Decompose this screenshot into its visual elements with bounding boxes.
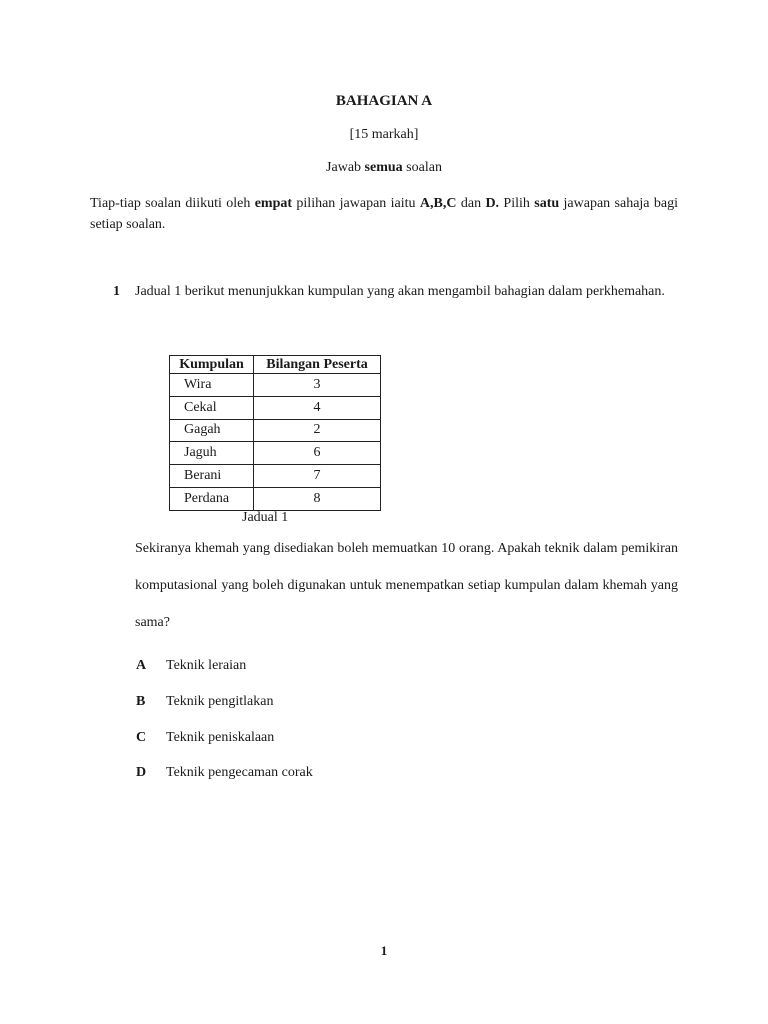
- option-letter: D: [136, 765, 147, 780]
- section-marks: [15 markah]: [349, 127, 419, 142]
- table-row: [170, 396, 381, 419]
- section-instruction: [0, 160, 768, 176]
- table-row: [170, 487, 381, 510]
- page-number: 1: [380, 943, 388, 958]
- option-b[interactable]: [136, 694, 274, 710]
- option-letter: C: [136, 730, 147, 745]
- option-text: Teknik pengecaman corak: [166, 765, 313, 780]
- intro-bold-2: A,B,C: [419, 196, 457, 211]
- option-c[interactable]: [136, 730, 274, 746]
- table-row: [170, 465, 381, 488]
- table-header-row: [170, 356, 381, 374]
- table-cell-group: Jaguh: [170, 442, 254, 465]
- intro-paragraph: [90, 193, 678, 235]
- table-row: [170, 374, 381, 397]
- question-text: Jadual 1 berikut menunjukkan kumpulan yang akan mengambil bahagian dalam perkhemahan.: [135, 284, 665, 299]
- table-header: Kumpulan: [170, 356, 254, 374]
- table-cell-group: Gagah: [170, 419, 254, 442]
- table-row: [170, 419, 381, 442]
- table-cell-group: Perdana: [170, 487, 254, 510]
- intro-text-4: Pilih: [499, 196, 535, 211]
- option-text: Teknik pengitlakan: [166, 694, 274, 709]
- section-heading: BAHAGIAN A: [335, 93, 433, 109]
- table-cell-count: 4: [254, 396, 381, 419]
- table-cell-group: Cekal: [170, 396, 254, 419]
- table-cell-count: 8: [254, 487, 381, 510]
- option-letter: B: [136, 694, 146, 709]
- table-cell-count: 7: [254, 465, 381, 488]
- table-cell-group: Wira: [170, 374, 254, 397]
- option-d[interactable]: [136, 765, 313, 781]
- table-header: Bilangan Peserta: [254, 356, 381, 374]
- table-cell-group: Berani: [170, 465, 254, 488]
- intro-bold-4: satu: [534, 196, 560, 211]
- group-table: [169, 355, 381, 511]
- option-text: Teknik peniskalaan: [166, 730, 275, 745]
- option-text: Teknik leraian: [166, 658, 247, 673]
- intro-bold-3: D.: [485, 196, 500, 211]
- intro-text-2: pilihan jawapan iaitu: [292, 196, 420, 211]
- table-caption: Jadual 1: [242, 510, 289, 525]
- question-stem: Sekiranya khemah yang disediakan boleh memuatkan 10 orang. Apakah teknik dalam pemikiran komputasional yang boleh digunakan untuk menempatkan setiap kumpulan dalam khemah yang sama?: [135, 541, 678, 630]
- intro-text-5: jawapan sahaja bagi setiap soalan.: [90, 196, 678, 232]
- intro-bold-1: empat: [254, 196, 293, 211]
- instruction-post: soalan: [402, 160, 442, 175]
- table-cell-count: 6: [254, 442, 381, 465]
- table-row: [170, 442, 381, 465]
- table-cell-count: 2: [254, 419, 381, 442]
- instruction-bold: semua: [364, 160, 403, 175]
- intro-text-3: dan: [456, 196, 486, 211]
- option-a[interactable]: [136, 658, 246, 674]
- question-number: 1: [113, 284, 120, 299]
- table-cell-count: 3: [254, 374, 381, 397]
- intro-text-1: Tiap-tiap soalan diikuti oleh: [90, 196, 255, 211]
- instruction-pre: Jawab: [326, 160, 365, 175]
- option-letter: A: [136, 658, 147, 673]
